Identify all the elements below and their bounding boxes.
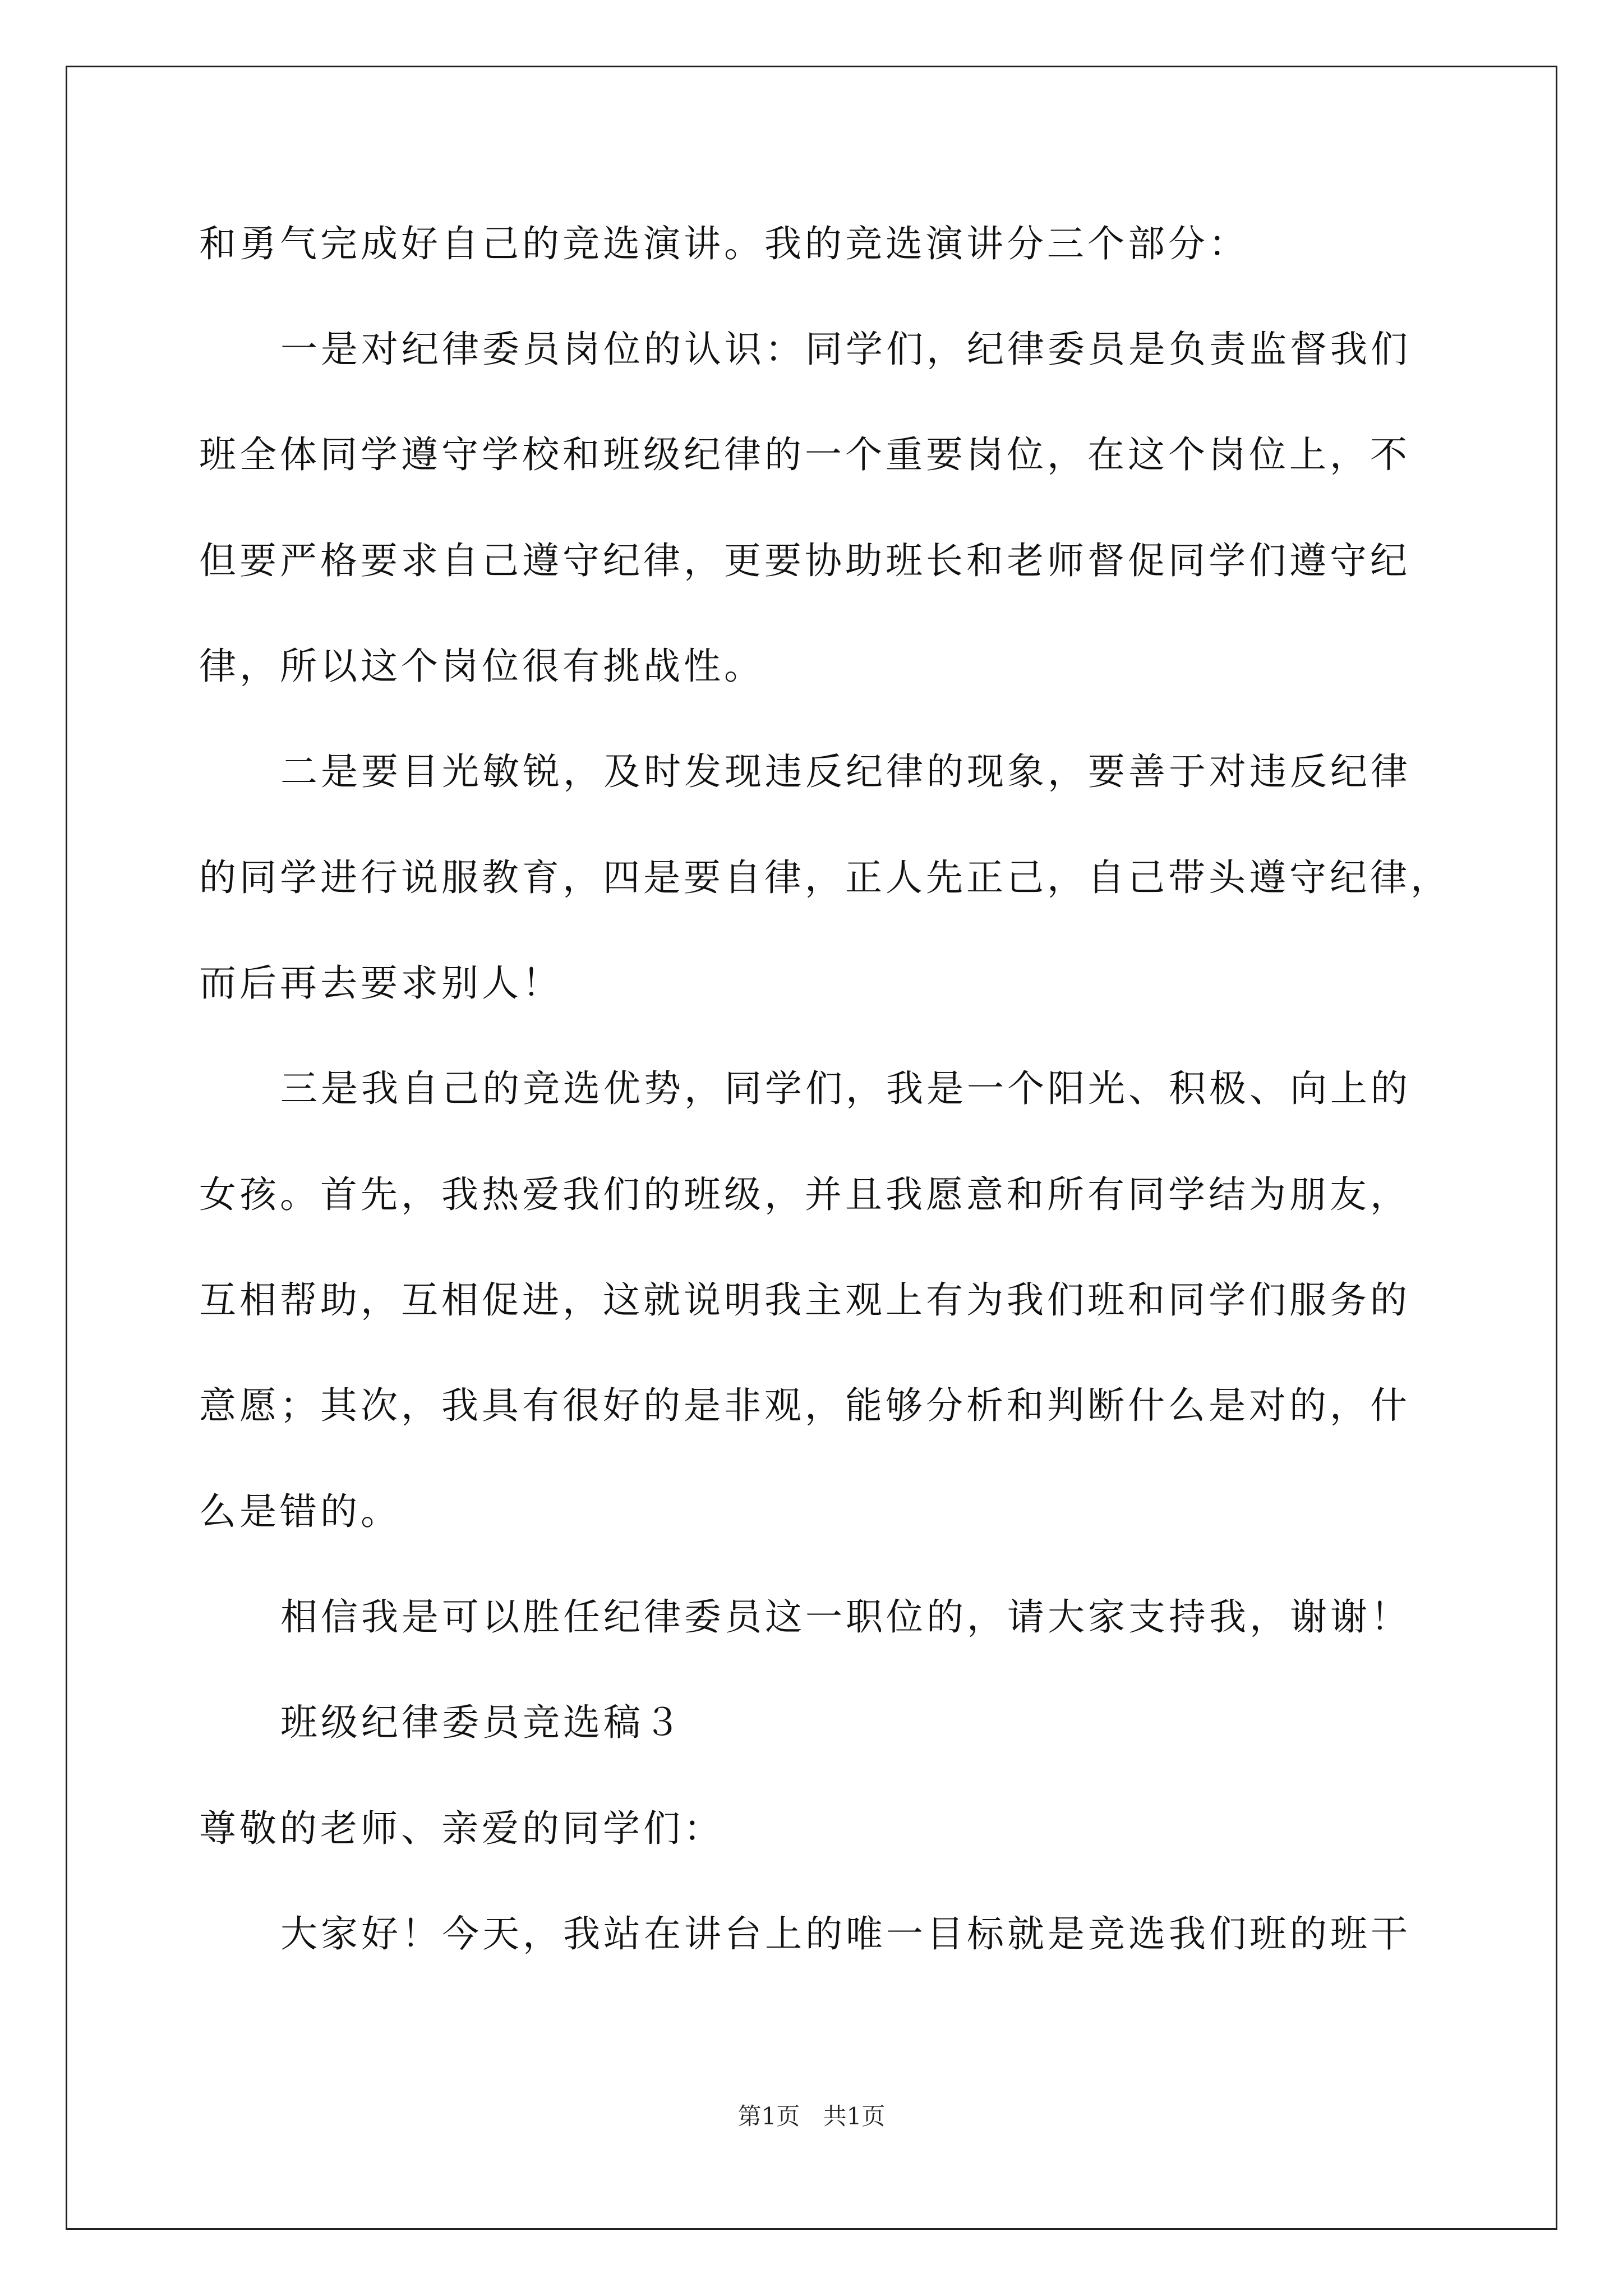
text-line: 班全体同学遵守学校和班级纪律的一个重要岗位，在这个岗位上，不 bbox=[199, 433, 1410, 476]
text-line: 而后再去要求别人！ bbox=[199, 961, 562, 1005]
text-line: 二是要目光敏锐，及时发现违反纪律的现象，要善于对违反纪律 bbox=[280, 750, 1411, 793]
salutation: 尊敬的老师、亲爱的同学们： bbox=[199, 1807, 724, 1850]
text-line: 律，所以这个岗位很有挑战性。 bbox=[199, 645, 764, 688]
text-line: 女孩。首先，我热爱我们的班级，并且我愿意和所有同学结为朋友， bbox=[199, 1173, 1410, 1216]
section-heading: 班级纪律委员竞选稿３ bbox=[280, 1701, 684, 1744]
text-line: 互相帮助，互相促进，这就说明我主观上有为我们班和同学们服务的 bbox=[199, 1278, 1410, 1322]
page-border bbox=[66, 66, 1557, 2230]
text-line: 和勇气完成好自己的竞选演讲。我的竞选演讲分三个部分： bbox=[199, 222, 1249, 265]
text-line: 么是错的。 bbox=[199, 1490, 401, 1533]
text-line: 一是对纪律委员岗位的认识：同学们，纪律委员是负责监督我们 bbox=[280, 328, 1411, 371]
text-line: 相信我是可以胜任纪律委员这一职位的，请大家支持我，谢谢！ bbox=[280, 1595, 1411, 1639]
text-line: 意愿；其次，我具有很好的是非观，能够分析和判断什么是对的，什 bbox=[199, 1384, 1410, 1427]
page-footer bbox=[0, 2098, 1623, 2132]
page-total: 共1页 bbox=[823, 2102, 886, 2130]
page-number: 第1页 bbox=[737, 2102, 800, 2130]
text-line: 三是我自己的竞选优势，同学们，我是一个阳光、积极、向上的 bbox=[280, 1067, 1411, 1110]
text-line: 但要严格要求自己遵守纪律，更要协助班长和老师督促同学们遵守纪 bbox=[199, 539, 1410, 582]
text-line: 的同学进行说服教育，四是要自律，正人先正己，自己带头遵守纪律， bbox=[199, 856, 1451, 899]
text-line: 大家好！今天，我站在讲台上的唯一目标就是竞选我们班的班干 bbox=[280, 1912, 1411, 1955]
